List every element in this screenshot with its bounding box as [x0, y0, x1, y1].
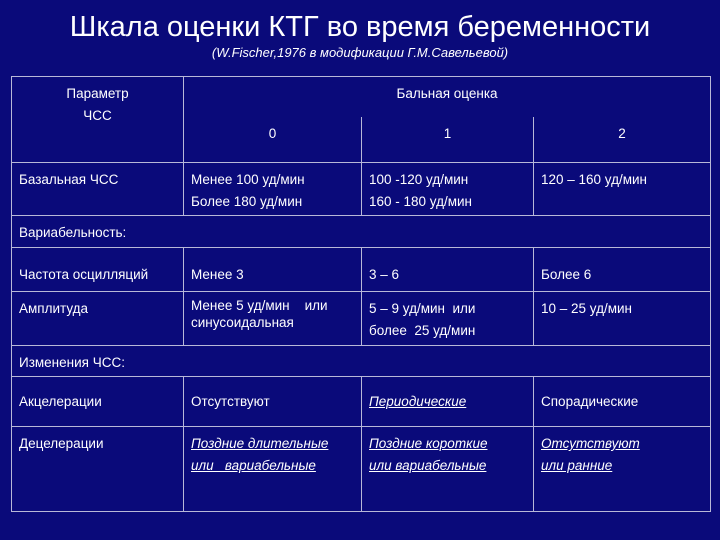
cell-score-1 — [362, 427, 534, 512]
cell-score-2 — [534, 163, 711, 216]
section-label: Изменения ЧСС: — [12, 346, 711, 377]
cell-line: Отсутствуют — [541, 436, 640, 451]
row-label: Децелерации — [12, 427, 184, 512]
table-row-oscillation — [12, 248, 711, 292]
section-label: Вариабельность: — [12, 216, 711, 248]
row-label: Частота осцилляций — [12, 248, 184, 292]
param-header-line1: Параметр — [66, 86, 129, 101]
cell-line: более 25 уд/мин — [369, 323, 476, 338]
cell-line: 5 – 9 уд/мин или — [369, 301, 476, 316]
section-row-changes — [12, 346, 711, 377]
cell-score-2 — [534, 292, 711, 346]
table-row-basal — [12, 163, 711, 216]
cell-score-1: Периодические — [362, 377, 534, 427]
cell-line: Поздние длительные — [191, 436, 329, 451]
param-header-cell — [12, 77, 184, 163]
slide-title: Шкала оценки КТГ во время беременности — [69, 11, 651, 43]
cell-score-0 — [184, 163, 362, 216]
cell-score-0 — [184, 427, 362, 512]
cell-line: 100 -120 уд/мин — [369, 172, 469, 187]
table-row-amplitude — [12, 292, 711, 346]
cell-line: Менее 100 уд/мин — [191, 172, 305, 187]
cell-line: или вариабельные — [369, 458, 487, 473]
cell-line: Более 180 уд/мин — [191, 194, 303, 209]
cell-line: 160 - 180 уд/мин — [369, 194, 473, 209]
table-row-accelerations — [12, 377, 711, 427]
cell-score-1 — [362, 163, 534, 216]
cell-line: 10 – 25 уд/мин — [541, 301, 632, 316]
cell-line: Поздние короткие — [369, 436, 488, 451]
row-label: Акцелерации — [12, 377, 184, 427]
cell-line: Менее 5 уд/мин или — [191, 298, 328, 313]
cell-line: или ранние — [541, 458, 613, 473]
cell-line: или вариабельные — [191, 458, 316, 473]
score-col-0: 0 — [184, 117, 362, 163]
score-col-1: 1 — [362, 117, 534, 163]
score-col-2: 2 — [534, 117, 711, 163]
cell-score-2 — [534, 427, 711, 512]
table-row-decelerations — [12, 427, 711, 512]
cell-score-2: Более 6 — [534, 248, 711, 292]
row-label: Базальная ЧСС — [12, 163, 184, 216]
ktg-score-table — [11, 76, 711, 512]
cell-line: синусоидальная — [191, 315, 294, 330]
cell-line: 120 – 160 уд/мин — [541, 172, 648, 187]
cell-score-2: Спорадические — [534, 377, 711, 427]
cell-score-0: Отсутствуют — [184, 377, 362, 427]
section-row-variability — [12, 216, 711, 248]
row-label: Амплитуда — [12, 292, 184, 346]
cell-score-0: Менее 3 — [184, 248, 362, 292]
score-header: Бальная оценка — [184, 77, 711, 117]
cell-score-1 — [362, 292, 534, 346]
param-header-line2: ЧСС — [83, 108, 112, 123]
cell-score-1: 3 – 6 — [362, 248, 534, 292]
slide-subtitle: (W.Fischer,1976 в модификации Г.М.Савельевой) — [211, 45, 509, 60]
cell-score-0 — [184, 292, 362, 346]
